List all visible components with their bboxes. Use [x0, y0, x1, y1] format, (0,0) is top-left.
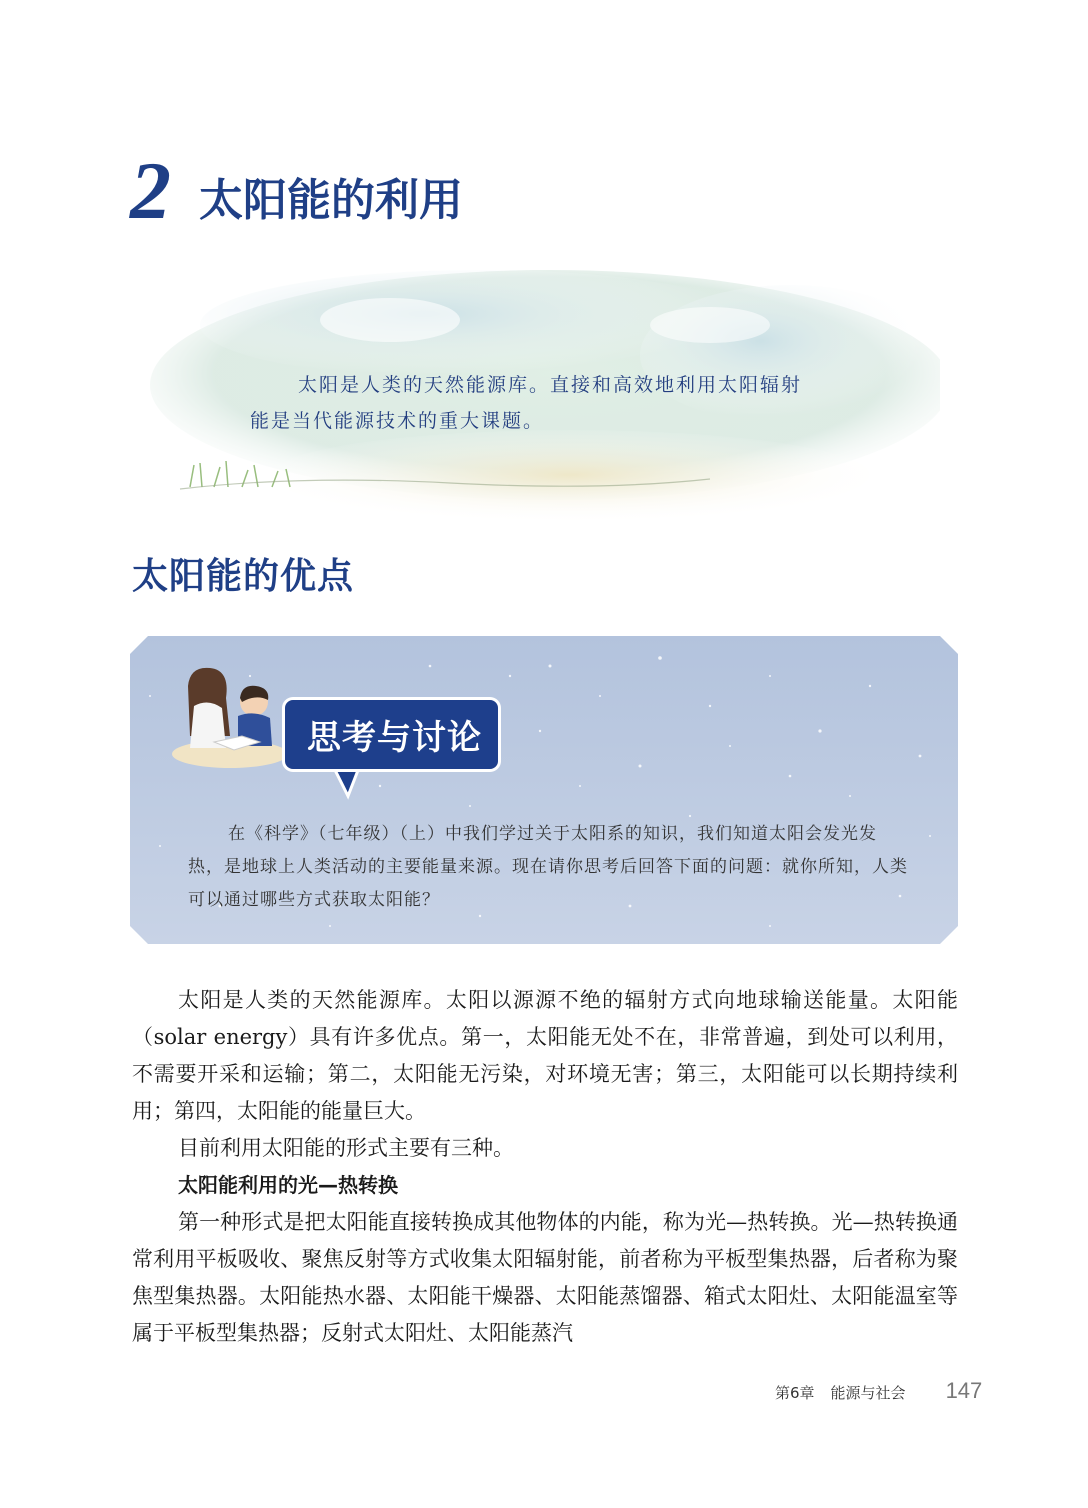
footer-chapter: 第6章: [775, 1384, 815, 1402]
intro-line-2: 能是当代能源技术的重大课题。: [250, 410, 545, 432]
body-paragraph-3: 第一种形式是把太阳能直接转换成其他物体的内能，称为光—热转换。光—热转换通常利用平板吸收、聚焦反射等方式收集太阳辐射能，前者称为平板型集热器，后者称为聚焦型集热器。太阳能热水器、太阳能干燥器、太阳能蒸馏器、箱式太阳灶、太阳能温室等属于平板型集热器；反射式太阳灶、太阳能蒸汽: [132, 1210, 958, 1345]
footer-chapter-title: 能源与社会: [830, 1384, 906, 1402]
chapter-number: 2: [130, 145, 171, 236]
body-paragraph-2: 目前利用太阳能的形式主要有三种。: [178, 1136, 514, 1160]
intro-banner: [150, 265, 940, 525]
discussion-paragraph: 在《科学》（七年级）（上）中我们学过关于太阳系的知识，我们知道太阳会发光发热，是地球上人类活动的主要能量来源。现在请你思考后回答下面的问题：就你所知，人类可以通过哪些方式获取太阳能？: [188, 824, 908, 910]
discussion-box: [130, 636, 958, 944]
body-paragraph-1: 太阳是人类的天然能源库。太阳以源源不绝的辐射方式向地球输送能量。太阳能（solar energy）具有许多优点。第一，太阳能无处不在，非常普遍，到处可以利用，不需要开采和运输；第二，太阳能无污染，对环境无害；第三，太阳能可以长期持续利用；第四，太阳能的能量巨大。: [132, 988, 958, 1123]
discussion-text: [188, 818, 908, 917]
intro-line-1: 太阳是人类的天然能源库。直接和高效地利用太阳辐射: [298, 374, 803, 396]
intro-text: [250, 367, 850, 439]
body-text: [132, 982, 958, 1352]
page-number: 147: [945, 1378, 983, 1403]
discussion-badge: 思考与讨论: [285, 700, 498, 769]
chapter-heading: [130, 145, 463, 236]
body-subheading: 太阳能利用的光—热转换: [178, 1173, 398, 1197]
page-footer: [775, 1378, 982, 1404]
section-title: 太阳能的优点: [132, 556, 355, 597]
chapter-title: 太阳能的利用: [199, 175, 463, 226]
